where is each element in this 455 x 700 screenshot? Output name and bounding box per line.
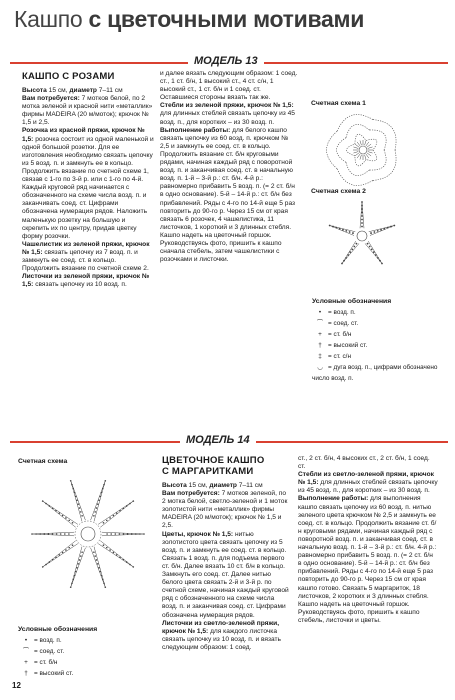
chain-dot: [351, 248, 353, 250]
paragraph: [160, 102, 298, 126]
paragraph-text: для длинных стеблей связать цепочку из 45 возд. п., для коротких – из 30 возд. п.: [160, 110, 295, 126]
stitch-mark: [355, 144, 359, 147]
chain-dot: [70, 586, 72, 588]
model14-label: МОДЕЛЬ 14: [180, 434, 256, 446]
chain-dot: [367, 243, 369, 245]
daisy-diagram-title: Счетная схема: [18, 458, 68, 465]
chain-dot: [71, 484, 73, 486]
legend-text: = соед. ст.: [328, 320, 359, 327]
chain-dot: [119, 556, 121, 558]
legend-symbol: †: [24, 670, 28, 677]
paragraph-text: 7–11 см: [236, 482, 263, 489]
petal-arc: [373, 120, 396, 150]
chain-dot: [373, 231, 375, 233]
paragraph-text: 15 см,: [186, 482, 210, 489]
chain-dot: [94, 511, 96, 513]
chain-dot: [96, 507, 98, 509]
chain-dot: [58, 554, 60, 556]
chain-dot: [123, 559, 125, 561]
paragraph-lead: Чашелистик из зеленой пряжи, крючок № 1,5:: [22, 240, 150, 256]
chain-dot: [80, 555, 82, 557]
chain-dot: [99, 571, 101, 573]
paragraph-lead: Розочка из красной пряжи, крючок № 1,5:: [22, 127, 145, 143]
paragraph-lead: Вам потребуется:: [22, 95, 80, 103]
legend-text: = возд. п.: [328, 309, 356, 316]
paragraph: [162, 490, 290, 530]
chain-dot: [97, 503, 99, 505]
legend-text: = возд. п.: [34, 637, 62, 644]
chain-dot: [56, 533, 58, 535]
paragraph: [160, 70, 298, 102]
paragraph-text: 7 мотков белой, по 2 мотка зеленой и красной нити «металлик» фирмы MADEIRA (20 м/моток); крючок № 1,5 и 2,5.: [22, 95, 153, 127]
paragraph-lead: Цветы, крючок № 1,5:: [162, 530, 234, 538]
paragraph-text: розочка состоит из одной маленькой и одной большой розетки. Для ее изготовления необходимо связать цепочку из 5 возд. п. и замкнуть ее в кольцо. Продолжить вязание по счетной схеме 1, связав с 1-го по 3-й р. или с 1-го по 4-й. Каждый круговой ряд начинается с обозначенного на схеме числа возд. п. и заканчивать соед. ст. Цифрами обозначена нумерация рядов. Наложить маленькую розетку на большую и скрепить их по центру, придав цветку форму розочки.: [22, 135, 154, 240]
chain-dot: [45, 564, 47, 566]
arm-edge: [362, 202, 364, 228]
chain-dot: [101, 492, 103, 494]
petal-arc: [337, 138, 347, 163]
arm-edge: [365, 243, 382, 263]
paragraph: [298, 495, 438, 625]
chain-dot: [64, 533, 66, 535]
legend-symbol: •: [24, 637, 28, 644]
chain-dot: [123, 508, 125, 510]
chain-dot: [97, 563, 99, 565]
paragraph-text: 7 мотков зеленой, по 2 мотка белой, светло-зеленой и 1 моток золотистой нити «металлик» фирмы MADEIRA (20 м/моток); крючок № 1,5 и 2,5.: [162, 490, 288, 530]
paragraph-lead: Выполнение работы:: [160, 126, 231, 134]
legend-symbol: †: [318, 342, 322, 349]
model13-text-column-2: [160, 70, 298, 264]
chain-dot: [79, 507, 81, 509]
stitch-mark: [365, 140, 367, 145]
legend-row: [312, 362, 447, 384]
model14-heading-line1: ЦВЕТОЧНОЕ КАШПО: [162, 455, 265, 466]
stitch-mark: [353, 152, 358, 154]
chain-dot: [52, 559, 54, 561]
stitch-mark: [355, 153, 359, 156]
arm-edge: [368, 241, 382, 263]
paragraph-lead: диаметр: [69, 87, 97, 94]
paragraph-text: 7–11 см: [96, 87, 123, 94]
chain-dot: [103, 484, 105, 486]
chain-dot: [98, 499, 100, 501]
chain-dot: [93, 515, 95, 517]
chain-dot: [77, 563, 79, 565]
paragraph-text: для каждого листочка связать цепочку из 10 возд. п. и вязать следующим образом: 1 соед.: [162, 627, 281, 651]
page-number: 12: [12, 681, 21, 690]
model14-text-column-1: [162, 482, 290, 652]
legend-row: [18, 635, 148, 646]
chain-dot: [103, 544, 105, 546]
petal-arc: [346, 162, 369, 175]
paragraph: [298, 455, 438, 471]
paragraph: [162, 620, 290, 652]
chain-dot: [131, 533, 133, 535]
legend-row: [312, 307, 447, 318]
paragraph-lead: диаметр: [209, 482, 237, 489]
chain-dot: [361, 215, 363, 217]
legend-text: = ст. б/н: [328, 331, 352, 338]
chain-dot: [126, 561, 128, 563]
chain-dot: [35, 533, 37, 535]
legend-text: = соед. ст.: [34, 648, 65, 655]
chain-dot: [110, 533, 112, 535]
chain-dot: [55, 510, 57, 512]
stitch-mark: [366, 154, 369, 158]
chain-dot: [133, 566, 135, 568]
paragraph: [22, 127, 154, 240]
arm-edge: [342, 241, 356, 263]
paragraph-text: для длинных стеблей связать цепочку из 45 возд. п., для коротких – из 30 возд. п.: [298, 479, 438, 495]
chain-dot: [75, 571, 77, 573]
chain-dot: [361, 222, 363, 224]
legend-symbol: •: [318, 309, 322, 316]
legend-row: [18, 657, 148, 668]
legend-symbol: ◡: [317, 364, 323, 371]
chain-dot: [361, 219, 363, 221]
legend-row: [312, 340, 447, 351]
paragraph: [162, 531, 290, 620]
stitch-mark: [360, 140, 362, 145]
paragraph: [22, 273, 154, 289]
chain-dot: [370, 232, 372, 234]
inner-ring: [75, 521, 101, 547]
petal-arc: [337, 169, 373, 186]
stitch-mark: [366, 142, 369, 146]
legend-row: [312, 329, 447, 340]
paragraph-lead: Вам потребуется:: [162, 490, 220, 498]
chain-dot: [119, 510, 121, 512]
petal-loop: [71, 547, 86, 588]
chain-dot: [106, 533, 108, 535]
paragraph: [160, 127, 298, 265]
legend-symbol: +: [318, 331, 322, 338]
chain-dot: [55, 556, 57, 558]
chain-dot: [98, 567, 100, 569]
chain-dot: [65, 517, 67, 519]
chain-dot: [81, 551, 83, 553]
chain-dot: [371, 248, 373, 250]
chain-dot: [349, 231, 351, 233]
sepal-diagram: [312, 196, 422, 276]
chain-dot: [72, 579, 74, 581]
stitch-mark: [357, 154, 360, 158]
chain-dot: [68, 520, 70, 522]
stitch-mark: [357, 142, 360, 146]
petal-arc: [346, 124, 369, 137]
legend-row: [18, 668, 148, 679]
chain-dot: [133, 500, 135, 502]
chain-dot: [74, 492, 76, 494]
model13-legend: [312, 296, 447, 384]
chain-dot: [80, 511, 82, 513]
chain-dot: [79, 559, 81, 561]
chain-dot: [103, 522, 105, 524]
paragraph-lead: Стебли из светло-зеленой пряжи, крючок № 1,5:: [298, 471, 434, 487]
chain-dot: [113, 552, 115, 554]
chain-dot: [62, 552, 64, 554]
legend-row: [18, 646, 148, 657]
model13-label: МОДЕЛЬ 13: [188, 55, 264, 67]
paragraph-text: и далее вязать следующим образом: 1 соед. ст., 1 ст. б/н, 1 высокий ст., 4 ст. с/н, 1 высокий ст., 1 ст. б/н и 1 соед. ст. Оставшиеся стороны вязать так же.: [160, 70, 298, 102]
paragraph: [22, 87, 154, 95]
chain-dot: [65, 549, 67, 551]
chain-dot: [49, 561, 51, 563]
center-ring: [357, 231, 367, 241]
chain-dot: [39, 533, 41, 535]
chain-dot: [105, 586, 107, 588]
chain-dot: [74, 575, 76, 577]
diagram1-title: Счетная схема 1: [311, 100, 366, 107]
daisy-diagram: [20, 468, 160, 608]
title-part2: с цветочными мотивами: [88, 6, 365, 32]
chain-dot: [377, 230, 379, 232]
chain-dot: [58, 512, 60, 514]
chain-dot: [126, 505, 128, 507]
stitch-mark: [367, 144, 371, 147]
model14-legend-title: Условные обозначения: [18, 626, 98, 633]
paragraph-text: ст., 2 ст. б/н, 4 высоких ст., 2 ст. б/н, 1 соед. ст.: [298, 455, 430, 471]
chain-dot: [116, 512, 118, 514]
paragraph: [22, 95, 154, 127]
petal-arc: [366, 139, 377, 150]
model14-heading-line2: С МАРГАРИТКАМИ: [162, 466, 254, 477]
paragraph-text: нитью золотистого цвета связать цепочку из 5 возд. п. и замкнуть ее соед. ст. в кольцо. Связать 1 возд. п. для подъема первого ст. б/н. Далее вязать 10 ст. б/н в кольцо. Замкнуть его соед. ст. Далее нитью белого цвета связать 2-й и 3-й р. по счетной схеме, начиная каждый круговой ряд с обозначенного на схеме числа возд. п. и заканчивая соед. ст. Цифрами обозначена нумерация рядов.: [162, 530, 289, 619]
petal-arc: [373, 150, 396, 180]
chain-dot: [52, 508, 54, 510]
chain-dot: [70, 480, 72, 482]
chain-dot: [127, 533, 129, 535]
center-ring: [359, 146, 367, 154]
paragraph: [298, 471, 438, 495]
chain-dot: [143, 533, 145, 535]
chain-dot: [93, 551, 95, 553]
stitch-mark: [367, 153, 371, 156]
chain-dot: [81, 515, 83, 517]
model14-text-column-2: [298, 455, 438, 625]
chain-dot: [76, 499, 78, 501]
chain-dot: [113, 515, 115, 517]
arm-edge: [360, 202, 362, 228]
paragraph-text: связать цепочку из 7 возд. п. и замкнуть ее соед. ст. в кольцо. Продолжить вязание по счетной схеме 2.: [22, 248, 149, 273]
rose-diagram: [308, 108, 428, 193]
chain-dot: [42, 500, 44, 502]
center-ring: [81, 527, 95, 541]
chain-dot: [356, 243, 358, 245]
paragraph: [162, 482, 290, 490]
page-title: [14, 6, 444, 33]
title-part1: Кашпо: [14, 6, 83, 32]
paragraph: [22, 241, 154, 273]
legend-text: = высокий ст.: [328, 342, 368, 349]
paragraph-lead: Листочки из зеленой пряжи, крючок № 1,5:: [22, 273, 150, 289]
legend-symbol: ‡: [318, 353, 322, 360]
model13-legend-title: Условные обозначения: [312, 298, 392, 305]
paragraph-text: для выполнения кашпо связать цепочку из 60 возд. п. нитью зеленого цвета крючком № 2,5 и замкнуть ее соед. ст. в кольцо. Продолжить вязание ст. б/н круговыми рядами, начиная каждый ряд с поворотной возд. п. и заканчивая соед. ст. в начальную возд. п. 1-й – 3-й р.: ст. б/н. 4-й р.: равномерно прибавить 5 возд. п. (= 2 ст. б/н в одно основание). 5-й – 14-й р.: ст. б/н без прибавлений. Ряды с 4-го по 14-й еще 5 раз повторить до 90-го р. Через 15 см от края кашпо готово. Связать 5 маргариток, 18 листочков, 2 коротких и 3 длинных стебля. Кашпо надеть на цветочный горшок. Руководствуясь фото, пришить к кашпо стебель, листочки и цветы.: [298, 495, 437, 624]
chain-dot: [68, 533, 70, 535]
legend-text: = дуга возд. п., цифрами обозначено число возд. п.: [312, 364, 438, 382]
paragraph-lead: Высота: [162, 482, 187, 489]
chain-dot: [45, 503, 47, 505]
chain-dot: [102, 488, 104, 490]
paragraph-text: для белого кашпо связать цепочку из 60 возд. п. крючком № 2,5 и замкнуть ее соед. ст. в кольцо. Продолжить вязание ст. б/н круговыми рядами, начиная каждый ряд с поворотной возд. п. и заканчивая соед. ст. в начальную возд. п. 1-й – 3-й р.: ст. б/н. 4-й р.: равномерно прибавить 5 возд. п. (= 2 ст. б/н в одно основание). 5-й – 14-й р.: ст. б/н без прибавлений. Ряды с 4-го по 14-й еще 5 раз повторить до 90-го р. Через 15 см от края связать 6 розочек, 4 чашелистика, 11 листочков, 1 короткий и 3 длинных стебля. Кашпо надеть на цветочный горшок. Руководствуясь фото, пришить к кашпо сначала стебель, затем чашелистики с розочками и листочки.: [160, 126, 296, 264]
chain-dot: [60, 533, 62, 535]
chain-dot: [353, 246, 355, 248]
chain-dot: [106, 547, 108, 549]
chain-dot: [129, 564, 131, 566]
chain-dot: [106, 520, 108, 522]
model13-text-column-1: [22, 87, 154, 289]
chain-dot: [72, 522, 74, 524]
chain-dot: [119, 533, 121, 535]
stitch-mark: [353, 147, 358, 149]
chain-dot: [109, 517, 111, 519]
chain-dot: [68, 547, 70, 549]
chain-dot: [139, 533, 141, 535]
chain-dot: [71, 583, 73, 585]
chain-dot: [75, 496, 77, 498]
chain-dot: [135, 533, 137, 535]
paragraph-lead: Стебли из зеленой пряжи, крючок № 1,5:: [160, 102, 294, 110]
chain-dot: [96, 559, 98, 561]
chain-dot: [42, 566, 44, 568]
legend-symbol: ⁀: [23, 648, 29, 655]
petal-loop: [91, 481, 106, 522]
petal-arc: [327, 131, 338, 169]
chain-dot: [77, 503, 79, 505]
model13-heading: КАШПО С РОЗАМИ: [22, 71, 115, 82]
legend-text: = ст. б/н: [34, 659, 58, 666]
legend-text: = высокий ст.: [34, 670, 74, 677]
paragraph-lead: Высота: [22, 87, 47, 94]
chain-dot: [129, 503, 131, 505]
chain-dot: [109, 549, 111, 551]
paragraph-lead: Листочки из светло-зеленой пряжи, крючок № 1,5:: [162, 619, 280, 635]
legend-row: [312, 318, 447, 329]
model14-legend: [18, 624, 148, 679]
chain-dot: [116, 554, 118, 556]
chain-dot: [72, 544, 74, 546]
paragraph-text: 15 см,: [46, 87, 70, 94]
chain-dot: [345, 230, 347, 232]
chain-dot: [52, 533, 54, 535]
diagram2-title: Счетная схема 2: [311, 188, 366, 195]
chain-dot: [115, 533, 117, 535]
chain-dot: [103, 583, 105, 585]
arm-edge: [342, 243, 359, 263]
chain-dot: [123, 533, 125, 535]
chain-dot: [369, 246, 371, 248]
paragraph-text: связать цепочку из 10 возд. п.: [33, 281, 127, 289]
petal-loop: [91, 547, 106, 588]
chain-dot: [72, 488, 74, 490]
stitch-mark: [360, 155, 362, 160]
legend-symbol: ⁀: [317, 320, 323, 327]
chain-dot: [48, 533, 50, 535]
petal-loop: [71, 481, 86, 522]
stitch-mark: [368, 147, 373, 149]
chain-dot: [101, 575, 103, 577]
chain-dot: [352, 232, 354, 234]
stitch-mark: [365, 155, 367, 160]
chain-dot: [62, 515, 64, 517]
chain-dot: [76, 567, 78, 569]
chain-dot: [94, 555, 96, 557]
petal-arc: [337, 114, 373, 131]
chain-dot: [105, 480, 107, 482]
petal-arc: [366, 150, 377, 161]
chain-dot: [361, 226, 363, 228]
paragraph-lead: Выполнение работы:: [298, 495, 369, 503]
chain-dot: [99, 496, 101, 498]
chain-dot: [31, 533, 33, 535]
legend-row: [312, 351, 447, 362]
legend-text: = ст. с/н: [328, 353, 351, 360]
stitch-mark: [368, 152, 373, 154]
chain-dot: [49, 505, 51, 507]
legend-symbol: +: [24, 659, 28, 666]
chain-dot: [44, 533, 46, 535]
chain-dot: [102, 579, 104, 581]
